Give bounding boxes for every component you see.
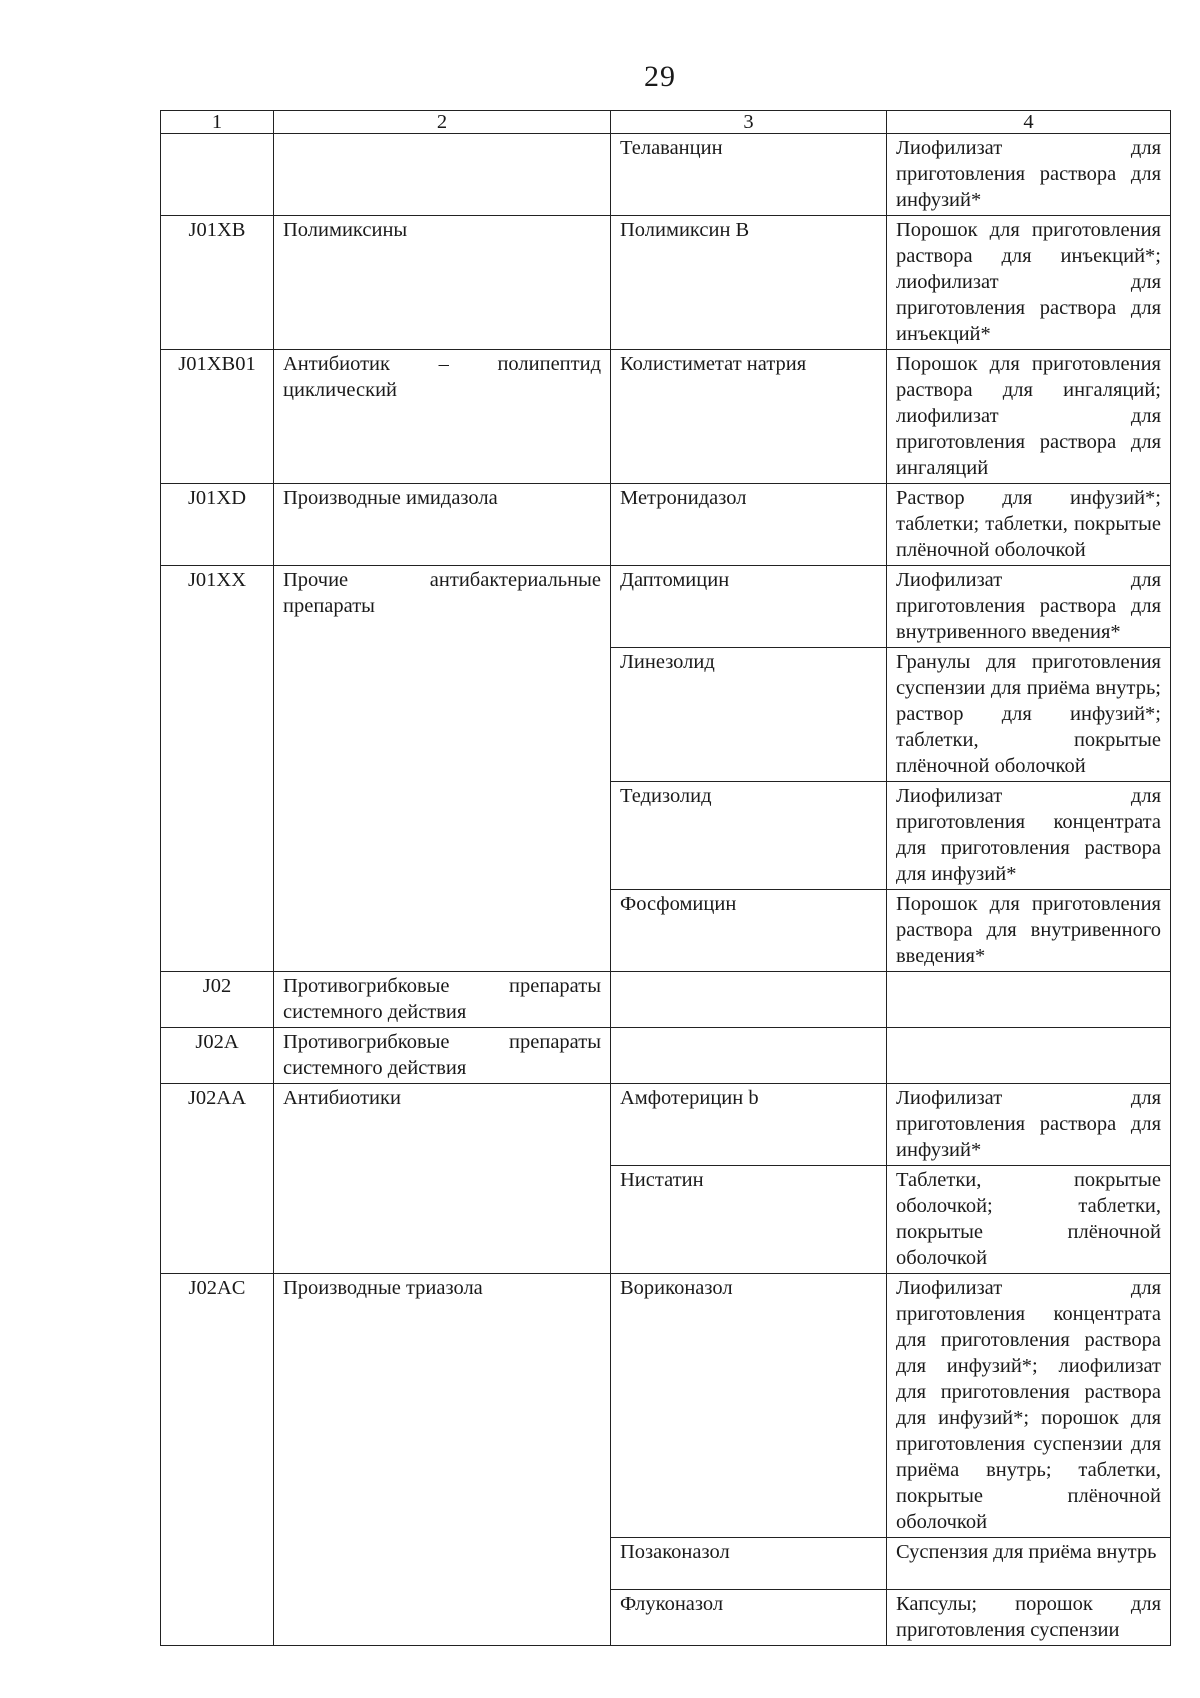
- atc-code: J02AA: [161, 1084, 274, 1274]
- header-col-2: 2: [274, 111, 611, 134]
- drug-name: Колистиметат натрия: [611, 350, 887, 484]
- dosage-form: Порошок для приготовления раствора для внутривенного введения*: [887, 890, 1171, 972]
- drug-name: Позаконазол: [611, 1538, 887, 1590]
- header-col-4: 4: [887, 111, 1171, 134]
- atc-code: [161, 134, 274, 216]
- drug-name: Тедизолид: [611, 782, 887, 890]
- group-name: Противогрибковые препараты системного действия: [274, 1028, 611, 1084]
- drug-name: Линезолид: [611, 648, 887, 782]
- atc-code: J01XB: [161, 216, 274, 350]
- dosage-form: Гранулы для приготовления суспензии для приёма внутрь; раствор для инфузий*; таблетки, покрытые плёночной оболочкой: [887, 648, 1171, 782]
- dosage-form: Лиофилизат для приготовления раствора для инфузий*: [887, 1084, 1171, 1166]
- header-col-1: 1: [161, 111, 274, 134]
- drug-name: [611, 972, 887, 1028]
- drug-name: Фосфомицин: [611, 890, 887, 972]
- drug-name: Амфотерицин b: [611, 1084, 887, 1166]
- table-row: [161, 134, 1171, 216]
- dosage-form: Лиофилизат для приготовления раствора для инфузий*: [887, 134, 1171, 216]
- drug-name: Вориконазол: [611, 1274, 887, 1538]
- atc-code: J01XX: [161, 566, 274, 972]
- atc-code: J01XB01: [161, 350, 274, 484]
- atc-code: J02: [161, 972, 274, 1028]
- header-row: [161, 111, 1171, 134]
- atc-code: J02AC: [161, 1274, 274, 1646]
- drug-name: [611, 1028, 887, 1084]
- table-row: [161, 216, 1171, 350]
- dosage-form: Раствор для инфузий*; таблетки; таблетки, покрытые плёночной оболочкой: [887, 484, 1171, 566]
- drug-name: Метронидазол: [611, 484, 887, 566]
- page-number: 29: [644, 60, 676, 93]
- dosage-form: Лиофилизат для приготовления концентрата для приготовления раствора для инфузий*: [887, 782, 1171, 890]
- dosage-form: Порошок для приготовления раствора для ингаляций; лиофилизат для приготовления раствора для ингаляций: [887, 350, 1171, 484]
- header-col-3: 3: [611, 111, 887, 134]
- dosage-form: Лиофилизат для приготовления концентрата для приготовления раствора для инфузий*; лиофилизат для приготовления раствора для инфузий*; порошок для приготовления суспензии для приёма внутрь; таблетки, покрытые плёночной оболочкой: [887, 1274, 1171, 1538]
- dosage-form: Капсулы; порошок для приготовления суспензии: [887, 1590, 1171, 1646]
- group-name: Производные имидазола: [274, 484, 611, 566]
- group-name: Прочие антибактериальные препараты: [274, 566, 611, 972]
- drug-name: Флуконазол: [611, 1590, 887, 1646]
- table-row: [161, 350, 1171, 484]
- group-name: Антибиотик – полипептид циклический: [274, 350, 611, 484]
- table-row: [161, 972, 1171, 1028]
- table-row: [161, 1084, 1171, 1166]
- drug-name: Нистатин: [611, 1166, 887, 1274]
- dosage-form: Суспензия для приёма внутрь: [887, 1538, 1171, 1590]
- table-row: [161, 1274, 1171, 1538]
- medication-table: [160, 110, 1171, 1646]
- drug-name: Телаванцин: [611, 134, 887, 216]
- dosage-form: Порошок для приготовления раствора для инъекций*; лиофилизат для приготовления раствора для инъекций*: [887, 216, 1171, 350]
- dosage-form: [887, 972, 1171, 1028]
- drug-name: Полимиксин B: [611, 216, 887, 350]
- group-name: Производные триазола: [274, 1274, 611, 1646]
- drug-name: Даптомицин: [611, 566, 887, 648]
- group-name: Полимиксины: [274, 216, 611, 350]
- group-name: Противогрибковые препараты системного действия: [274, 972, 611, 1028]
- table-row: [161, 1028, 1171, 1084]
- atc-code: J02A: [161, 1028, 274, 1084]
- group-name: [274, 134, 611, 216]
- group-name: Антибиотики: [274, 1084, 611, 1274]
- dosage-form: [887, 1028, 1171, 1084]
- dosage-form: Таблетки, покрытые оболочкой; таблетки, покрытые плёночной оболочкой: [887, 1166, 1171, 1274]
- dosage-form: Лиофилизат для приготовления раствора для внутривенного введения*: [887, 566, 1171, 648]
- table-row: [161, 484, 1171, 566]
- atc-code: J01XD: [161, 484, 274, 566]
- table-row: [161, 566, 1171, 648]
